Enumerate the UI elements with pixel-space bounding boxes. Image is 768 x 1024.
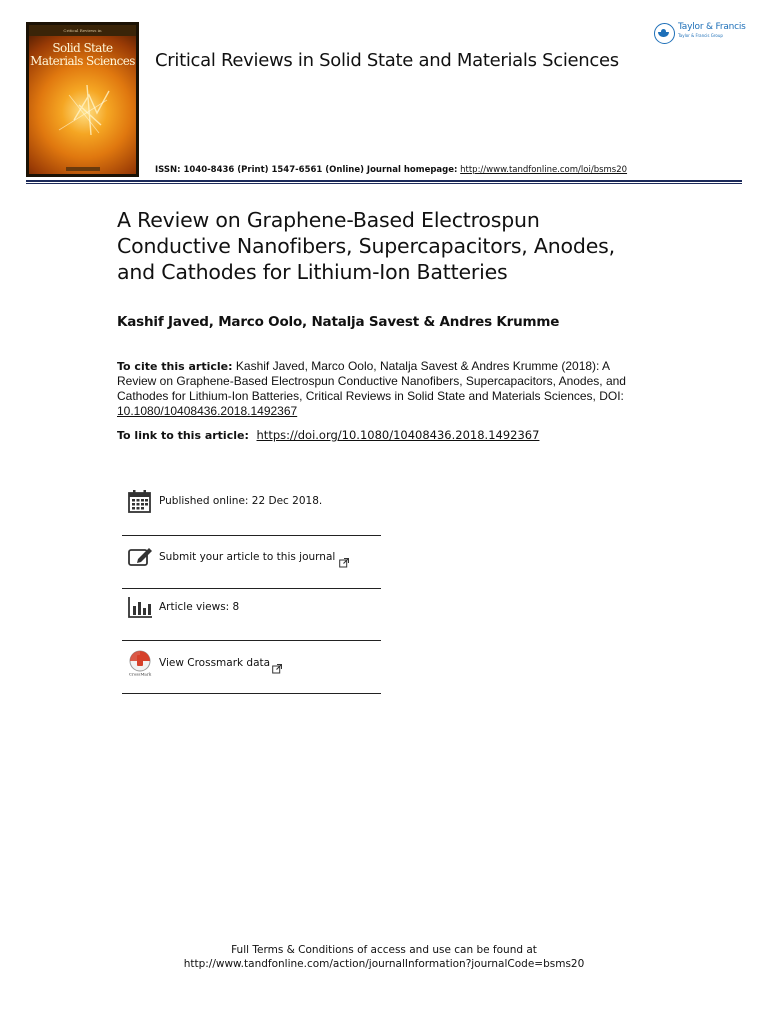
cover-footer-bar [66, 167, 100, 171]
header-divider [26, 180, 742, 182]
article-doi-link[interactable]: https://doi.org/10.1080/10408436.2018.1492367 [256, 428, 540, 442]
article-title [117, 207, 677, 285]
citation-block [117, 359, 642, 419]
cover-title [26, 42, 139, 68]
external-link-icon [339, 553, 348, 562]
footer-terms [0, 943, 768, 971]
calendar-icon [127, 488, 153, 514]
journal-title: Critical Reviews in Solid State and Materials Sciences [155, 50, 619, 71]
journal-homepage-link[interactable]: http://www.tandfonline.com/loi/bsms20 [460, 165, 628, 175]
submit-article-link[interactable]: Submit your article to this journal [159, 551, 336, 563]
publisher-name: Taylor & Francis [678, 22, 746, 32]
header-divider-thin [26, 183, 742, 184]
info-divider [122, 535, 381, 536]
external-link-icon [272, 659, 281, 668]
cover-series-text: Critical Reviews in [63, 28, 102, 33]
cover-top-strip [29, 25, 136, 36]
bar-chart-icon [127, 594, 153, 620]
link-label: To link to this article: [117, 429, 249, 442]
footer-line1: Full Terms & Conditions of access and use can be found at [231, 944, 537, 956]
issn-text: ISSN: 1040-8436 (Print) 1547-6561 (Online) Journal homepage: [155, 165, 458, 175]
info-divider [122, 640, 381, 641]
publisher-group: Taylor & Francis Group [678, 33, 723, 38]
edit-icon [127, 544, 153, 570]
crossmark-row[interactable] [122, 650, 381, 676]
article-views-row [122, 594, 381, 620]
journal-cover-image [26, 22, 139, 177]
cite-text: Kashif Javed, Marco Oolo, Natalja Savest & Andres Krumme (2018): A Review on Graphene-Based Electrospun Conductive Nanofibers, Supercapacitors, Anodes, and Cathodes for Lithium-Ion Batteries, Critical Reviews in Solid State and Materials Sciences, DOI: [117, 359, 626, 403]
crossmark-link[interactable]: View Crossmark data [159, 657, 271, 669]
issn-line [155, 165, 627, 175]
article-link-line [117, 428, 539, 442]
published-row [122, 488, 381, 514]
submit-article-row[interactable] [122, 544, 381, 570]
crossmark-icon [127, 650, 153, 676]
info-divider [122, 588, 381, 589]
article-title-line: Conductive Nanofibers, Supercapacitors, Anodes, [117, 234, 615, 258]
article-title-line: A Review on Graphene-Based Electrospun [117, 208, 540, 232]
cite-doi-link[interactable]: 10.1080/10408436.2018.1492367 [117, 404, 298, 418]
published-date-text: Published online: 22 Dec 2018. [159, 495, 323, 507]
article-authors: Kashif Javed, Marco Oolo, Natalja Savest & Andres Krumme [117, 314, 560, 330]
info-divider [122, 693, 381, 694]
footer-terms-link[interactable]: http://www.tandfonline.com/action/journalInformation?journalCode=bsms20 [183, 958, 585, 970]
cover-title-line1: Solid State [52, 41, 113, 55]
article-views-text: Article views: 8 [159, 601, 240, 613]
cite-label: To cite this article: [117, 360, 233, 373]
publisher-logo-icon [654, 23, 675, 44]
cover-title-line2: Materials Sciences [30, 54, 135, 68]
publisher-logo[interactable] [654, 22, 746, 44]
crossmark-logo-text: CrossMark [128, 671, 152, 676]
article-title-line: and Cathodes for Lithium-Ion Batteries [117, 260, 508, 284]
